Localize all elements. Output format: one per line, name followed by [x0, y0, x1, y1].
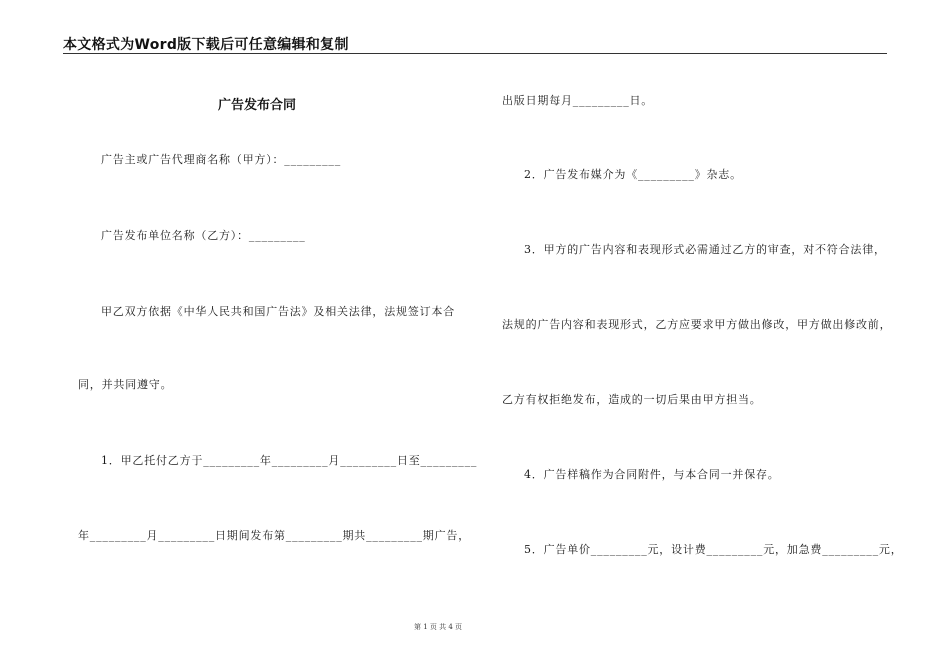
document-title: 广告发布合同	[218, 98, 297, 113]
left-paragraph-line: 广告主或广告代理商名称（甲方）：_________	[101, 153, 341, 166]
left-paragraph-line: 同，并共同遵守。	[78, 378, 173, 391]
page-number: 第 1 页 共 4 页	[414, 623, 463, 631]
right-paragraph-line: 乙方有权拒绝发布，造成的一切后果由甲方担当。	[502, 393, 762, 406]
left-paragraph-line: 甲乙双方依据《中华人民共和国广告法》及相关法律，法规签订本合	[101, 305, 455, 318]
left-paragraph-line: 年_________月_________日期间发布第_________期共_________期广告，	[78, 529, 470, 542]
right-paragraph-line: 3．甲方的广告内容和表现形式必需通过乙方的审查，对不符合法律，	[524, 243, 886, 256]
header-title: 本文格式为Word版下载后可任意编辑和复制	[63, 37, 349, 53]
right-paragraph-line: 出版日期每月_________日。	[502, 94, 654, 107]
right-paragraph-line: 4．广告样稿作为合同附件，与本合同一并保存。	[524, 468, 780, 481]
right-paragraph-line: 5．广告单价_________元，设计费_________元，加急费_________元，	[524, 543, 903, 556]
header-divider	[63, 53, 887, 54]
left-paragraph-line: 1．甲乙托付乙方于_________年_________月_________日至_________	[101, 454, 478, 467]
page-header	[63, 34, 886, 54]
left-paragraph-line: 广告发布单位名称（乙方）：_________	[101, 229, 306, 242]
right-paragraph-line: 2．广告发布媒介为《_________》杂志。	[524, 168, 742, 181]
right-paragraph-line: 法规的广告内容和表现形式，乙方应要求甲方做出修改，甲方做出修改前，	[502, 318, 892, 331]
